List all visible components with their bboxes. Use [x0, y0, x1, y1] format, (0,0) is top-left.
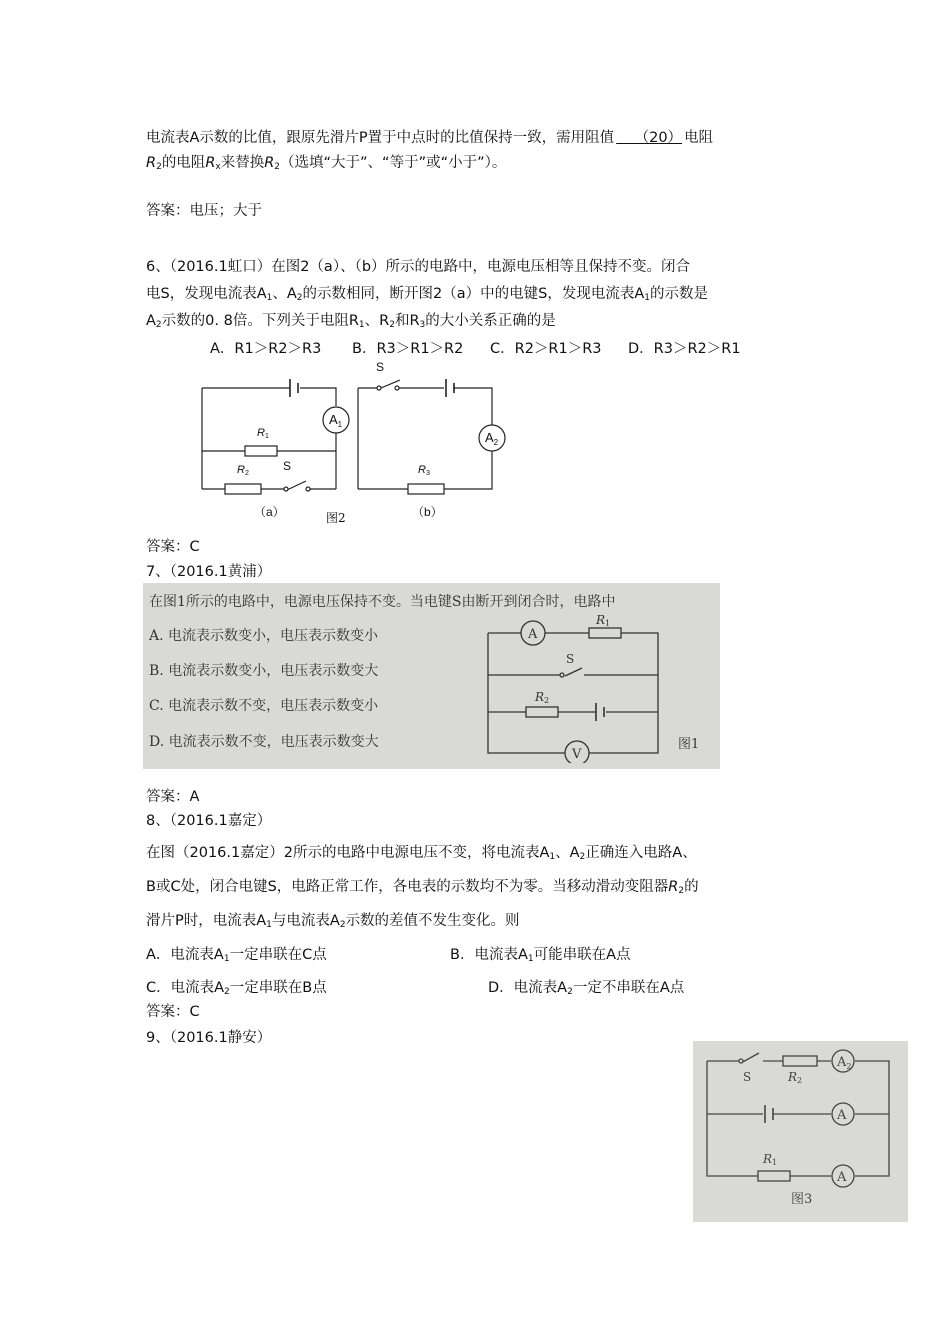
q9-r1-label: R1: [763, 1152, 778, 1167]
q7-answer: 答案：A: [146, 789, 200, 805]
q9-r2-label: R2: [788, 1070, 803, 1085]
q9-photo: [693, 1041, 908, 1222]
r1-label: R1: [257, 427, 269, 440]
q5-line2: $R_2$的电阻$R_x$来替换$R_2$（选填“大于”、“等于”或“小于”）。: [146, 155, 507, 172]
q6-line3: $A_2$示数的0. 8倍。下列关于电阻$R_1$、$R_2$和$R_3$的大小关系正确的是: [146, 313, 556, 330]
meter-a1-label: $A_1$: [329, 412, 343, 429]
q9-switch-label: S: [743, 1070, 752, 1084]
q6-option-c: C．R2＞R1＞R3: [490, 341, 602, 357]
q6-option-d: D．R3＞R2＞R1: [628, 341, 741, 357]
q7-title: 7、（2016.1黄浦）: [146, 564, 272, 580]
q7-meter-a: A: [528, 627, 538, 642]
q8-option-c: C．电流表$A_2$一定串联在B点: [146, 980, 327, 997]
q8-option-d: D．电流表$A_2$一定不串联在A点: [488, 980, 685, 997]
q7-option-a: A. 电流表示数变小，电压表示数变小: [149, 628, 379, 644]
q8-line3: 滑片P时，电流表$A_1$与电流表$A_2$示数的差值不发生变化。则: [146, 913, 520, 930]
q8-option-a: A．电流表$A_1$一定串联在C点: [146, 947, 327, 964]
q7-option-d: D. 电流表示数不变，电压表示数变大: [149, 734, 379, 750]
q7-photo: [143, 583, 720, 769]
q7-option-b: B. 电流表示数变小，电压表示数变大: [149, 663, 379, 679]
q9-title: 9、（2016.1静安）: [146, 1030, 272, 1046]
q7-r2-label: R2: [535, 690, 550, 705]
q7-r1-label: R1: [596, 613, 611, 628]
q8-option-b: B．电流表$A_1$可能串联在A点: [450, 947, 631, 964]
q7-figure-caption: 图1: [678, 737, 700, 752]
q5-answer: 答案：电压；大于: [146, 203, 262, 219]
q7-meter-v: V: [572, 747, 582, 762]
q5-line1: 电流表A示数的比值，跟原先滑片P置于中点时的比值保持一致，需用阻值 （20） 电阻: [146, 130, 714, 146]
r3-label: R3: [418, 464, 430, 477]
q6-circuit-figure: [190, 356, 520, 531]
q6-option-b: B．R3＞R1＞R2: [352, 341, 464, 357]
q8-line1: 在图（2016.1嘉定）2所示的电路中电源电压不变，将电流表$A_1$、$A_2$正确连入电路A、: [146, 845, 697, 862]
switch-a-label: S: [283, 459, 292, 473]
q6-answer: 答案：C: [146, 539, 200, 555]
label-a: （a）: [254, 505, 285, 519]
switch-b-label: S: [376, 360, 385, 374]
q8-title: 8、（2016.1嘉定）: [146, 813, 272, 829]
q9-meter-a-bottom: A: [837, 1170, 847, 1185]
meter-a2-label: $A_2$: [485, 430, 499, 447]
figure-caption: 图2: [326, 511, 346, 525]
r2-label: R2: [237, 464, 249, 477]
q7-circuit-figure: [478, 613, 718, 763]
q6-line1: 6、（2016.1虹口）在图2（a）、（b）所示的电路中，电源电压相等且保持不变。闭合: [146, 259, 691, 275]
q9-meter-a2: $A_2$: [837, 1055, 852, 1071]
q5-blank: （20）: [634, 130, 683, 146]
q6-option-a: A．R1＞R2＞R3: [210, 341, 322, 357]
q8-line2: B或C处，闭合电键S，电路正常工作，各电表的示数均不为零。当移动滑动变阻器$R_2$的: [146, 879, 699, 896]
q6-line2: 电S，发现电流表$A_1$、$A_2$的示数相同，断开图2（a）中的电键S，发现电流表$A_1$的示数是: [146, 286, 708, 303]
q7-option-c: C. 电流表示数不变，电压表示数变小: [149, 698, 379, 714]
q9-circuit-figure: [693, 1041, 908, 1222]
q8-answer: 答案：C: [146, 1004, 200, 1020]
q7-stem: 在图1所示的电路中，电源电压保持不变。当电键S由断开到闭合时，电路中: [149, 594, 616, 610]
label-b: （b）: [412, 505, 443, 519]
q9-figure-caption: 图3: [791, 1192, 813, 1207]
q9-meter-a-mid: A: [837, 1108, 847, 1123]
q7-switch-label: S: [566, 652, 575, 666]
